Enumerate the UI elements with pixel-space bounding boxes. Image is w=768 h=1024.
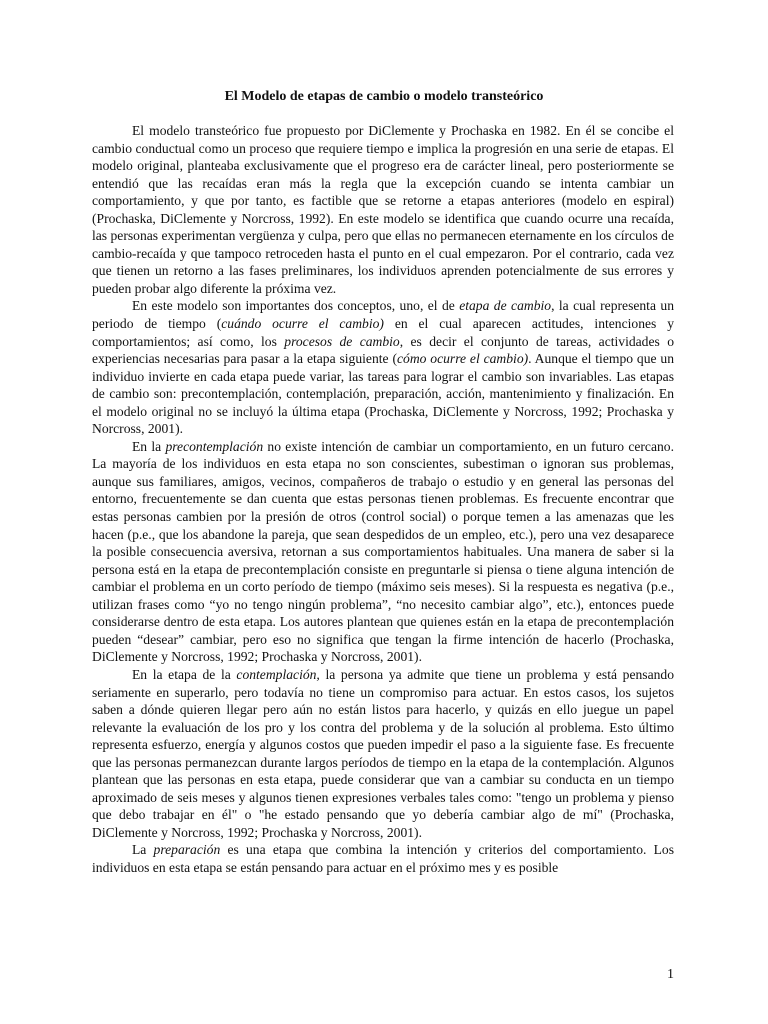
body-paragraph [92, 297, 674, 437]
italic-term: preparación [153, 842, 221, 858]
paragraph-text: . Aunque el tiempo que un individuo invierte en cada etapa puede variar, las tareas para lograr el cambio son invariables. Las etapas de cambio son: precontemplación, contemplación, preparación, acción, mantenimiento y finalización. En el modelo original no se incluyó la última etapa (Prochaska, DiClemente y Norcross, 1992; Prochaska y Norcross, 2001). [92, 351, 675, 437]
body-paragraph [92, 841, 674, 876]
paragraph-text: El modelo transteórico fue propuesto por DiClemente y Prochaska en 1982. En él se concibe el cambio conductual como un proceso que requiere tiempo e implica la progresión en una serie de etapas. El modelo original, planteaba exclusivamente que el progreso era de carácter lineal, pero posteriormente se entendió que las recaídas eran más la regla que la excepción cuando se intenta cambiar un comportamiento, y que por tanto, es factible que se retorne a etapas anteriores (modelo en espiral) (Prochaska, DiClemente y Norcross, 1992). En este modelo se identifica que cuando ocurre una recaída, las personas experimentan vergüenza y culpa, pero que ellas no permanecen eternamente en los círculos de cambio-recaída y que tampoco retroceden hasta el punto en el cual empezaron. Por el contrario, cada vez que tienen un retorno a las fases preliminares, los individuos aprenden potencialmente de sus errores y pueden probar algo diferente la próxima vez. [92, 123, 674, 296]
page-number: 1 [667, 967, 674, 982]
paragraph-text: la persona ya admite que tiene un problema y está pensando seriamente en superarlo, pero todavía no tiene un compromiso para actuar. En estos casos, los sujetos saben a dónde quieren llegar pero aún no están listos para hacerlo, y quizás en ello juegue un papel relevante la evaluación de los pro y los contra del problema y de la solución al problema. Esto último representa esfuerzo, energía y algunos costos que pueden impedir el paso a la siguiente fase. Es frecuente que las personas permanezcan durante largos períodos de tiempo en la etapa de la contemplación. Algunos plantean que las personas en esta etapa, puede considerar que van a cambiar su conducta en un tiempo aproximado de seis meses y algunos tienen expresiones verbales tales como: "tengo un problema y pienso que debo trabajar en él" o "he estado pensando que yo debería cambiar algo de mí" (Prochaska, DiClemente y Norcross, 1992; Prochaska y Norcross, 2001). [92, 666, 674, 840]
paragraph-text: En la [132, 438, 166, 454]
italic-term: contemplación, [236, 666, 320, 682]
document-title: El Modelo de etapas de cambio o modelo transteórico [224, 89, 544, 104]
paragraph-text: En este modelo son importantes dos conceptos, uno, el de [132, 298, 460, 314]
paragraph-text: en el cual aparecen actitudes, intenciones y comportamientos; así como, los [92, 316, 674, 349]
italic-term: precontemplación [165, 438, 264, 454]
body-paragraph [92, 438, 674, 666]
paragraph-text: es una etapa que combina la intención y criterios del comportamiento. Los individuos en esta etapa se están pensando para actuar en el próximo mes y es posible [92, 842, 674, 875]
paragraph-text: La [132, 842, 154, 858]
body-paragraph [92, 666, 674, 841]
paragraph-text: no existe intención de cambiar un comportamiento, en un futuro cercano. La mayoría de los individuos en esta etapa no son conscientes, subestiman o ignoran sus problemas, aunque sus familiares, amigos, vecinos, compañeros de trabajo o estudio y en general las personas del entorno, frecuentemente se dan cuenta que estas personas tienen problemas. Es frecuente encontrar que estas personas cambien por la presión de otros (control social) o porque temen a las amenazas que les hacen (p.e., que los abandone la pareja, que sean despedidos de un empleo, etc.), pero una vez desaparece la posible consecuencia aversiva, retornan a sus comportamientos habituales. Una manera de saber si la persona está en la etapa de precontemplación consiste en preguntarle si piensa o tiene alguna intención de cambiar el problema en un corto período de tiempo (máximo seis meses). Si la respuesta es negativa (p.e., utilizan frases como “yo no tengo ningún problema”, “no necesito cambiar algo”, etc.), entonces puede considerarse dentro de esta etapa. Los autores plantean que quienes están en la etapa de precontemplación pueden “desear” cambiar, pero eso no significa que tengan la firme intención de hacerlo (Prochaska, DiClemente y Norcross, 1992; Prochaska y Norcross, 2001). [92, 438, 674, 665]
paragraph-text: , es decir el conjunto de tareas, actividades o experiencias necesarias para pasar a la etapa siguiente ( [92, 333, 674, 367]
body-paragraph [92, 122, 674, 297]
italic-term: etapa de cambio [459, 298, 552, 314]
italic-term: cómo ocurre el cambio) [396, 351, 529, 367]
paragraph-text: En la etapa de la [132, 666, 237, 682]
italic-term: cuándo ocurre el cambio) [221, 316, 384, 332]
paragraph-text: , la cual representa un periodo de tiempo ( [92, 298, 674, 332]
italic-term: procesos de cambio [284, 333, 400, 349]
document-body [92, 122, 674, 877]
